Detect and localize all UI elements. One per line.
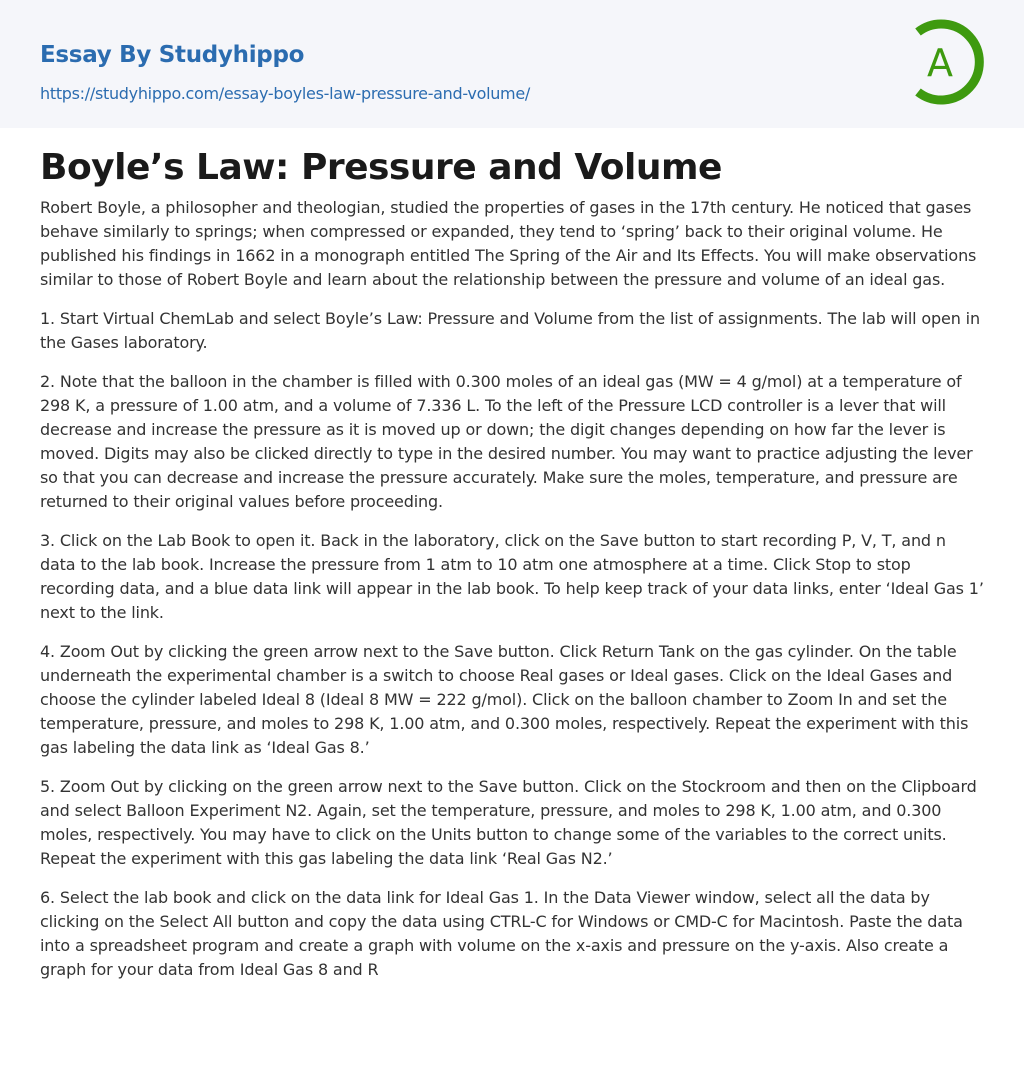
paragraph-step-6: 6. Select the lab book and click on the data link for Ideal Gas 1. In the Data Viewer window, select all the data by clicking on the Select All button and copy the data using CTRL-C for Windows or CMD-C for Macintosh. Paste the data into a spreadsheet program and create a graph with volume on the x-axis and pressure on the y-axis. Also create a graph for your data from Ideal Gas 8 and R — [40, 888, 963, 979]
article — [0, 128, 1024, 982]
site-header — [0, 0, 1024, 128]
article-title: Boyle’s Law: Pressure and Volume — [40, 147, 722, 188]
paragraph-step-4: 4. Zoom Out by clicking the green arrow next to the Save button. Click Return Tank on the gas cylinder. On the table underneath the experimental chamber is a switch to choose Real gases or Ideal gases. Click on the Ideal Gases and choose the cylinder labeled Ideal 8 (Ideal 8 MW = 222 g/mol). Click on the balloon chamber to Zoom In and set the temperature, pressure, and moles to 298 K, 1.00 atm, and 0.300 moles, respectively. Repeat the experiment with this gas labeling the data link as ‘Ideal Gas 8.’ — [40, 642, 969, 757]
paragraph-step-1: 1. Start Virtual ChemLab and select Boyle’s Law: Pressure and Volume from the list of assignments. The lab will open in the Gases laboratory. — [40, 309, 980, 352]
brand-title: Essay By Studyhippo — [40, 42, 305, 68]
paragraph-step-5: 5. Zoom Out by clicking on the green arrow next to the Save button. Click on the Stockroom and then on the Clipboard and select Balloon Experiment N2. Again, set the temperature, pressure, and moles to 298 K, 1.00 atm, and 0.300 moles, respectively. You may have to click on the Units button to change some of the variables to the correct units. Repeat the experiment with this gas labeling the data link ‘Real Gas N2.’ — [40, 777, 977, 868]
paragraph-step-3: 3. Click on the Lab Book to open it. Back in the laboratory, click on the Save button to start recording P, V, T, and n data to the lab book. Increase the pressure from 1 atm to 10 atm one atmosphere at a time. Click Stop to stop recording data, and a blue data link will appear in the lab book. To help keep track of your data links, enter ‘Ideal Gas 1’ next to the link. — [40, 531, 984, 622]
studyhippo-logo[interactable] — [906, 18, 990, 106]
svg-text:A: A — [927, 41, 953, 85]
paragraph-step-2: 2. Note that the balloon in the chamber is filled with 0.300 moles of an ideal gas (MW = 4 g/mol) at a temperature of 298 K, a pressure of 1.00 atm, and a volume of 7.336 L. To the left of the Pressure LCD controller is a lever that will decrease and increase the pressure as it is moved up or down; the digit changes depending on how far the lever is moved. Digits may also be clicked directly to type in the desired number. You may want to practice adjusting the lever so that you can decrease and increase the pressure accurately. Make sure the moles, temperature, and pressure are returned to their original values before proceeding. — [40, 372, 973, 511]
page-url-link[interactable]: https://studyhippo.com/essay-boyles-law-pressure-and-volume/ — [40, 84, 530, 103]
paragraph-intro: Robert Boyle, a philosopher and theologian, studied the properties of gases in the 17th century. He noticed that gases behave similarly to springs; when compressed or expanded, they tend to ‘spring’ back to their original volume. He published his findings in 1662 in a monograph entitled The Spring of the Air and Its Effects. You will make observations similar to those of Robert Boyle and learn about the relationship between the pressure and volume of an ideal gas. — [40, 198, 977, 289]
